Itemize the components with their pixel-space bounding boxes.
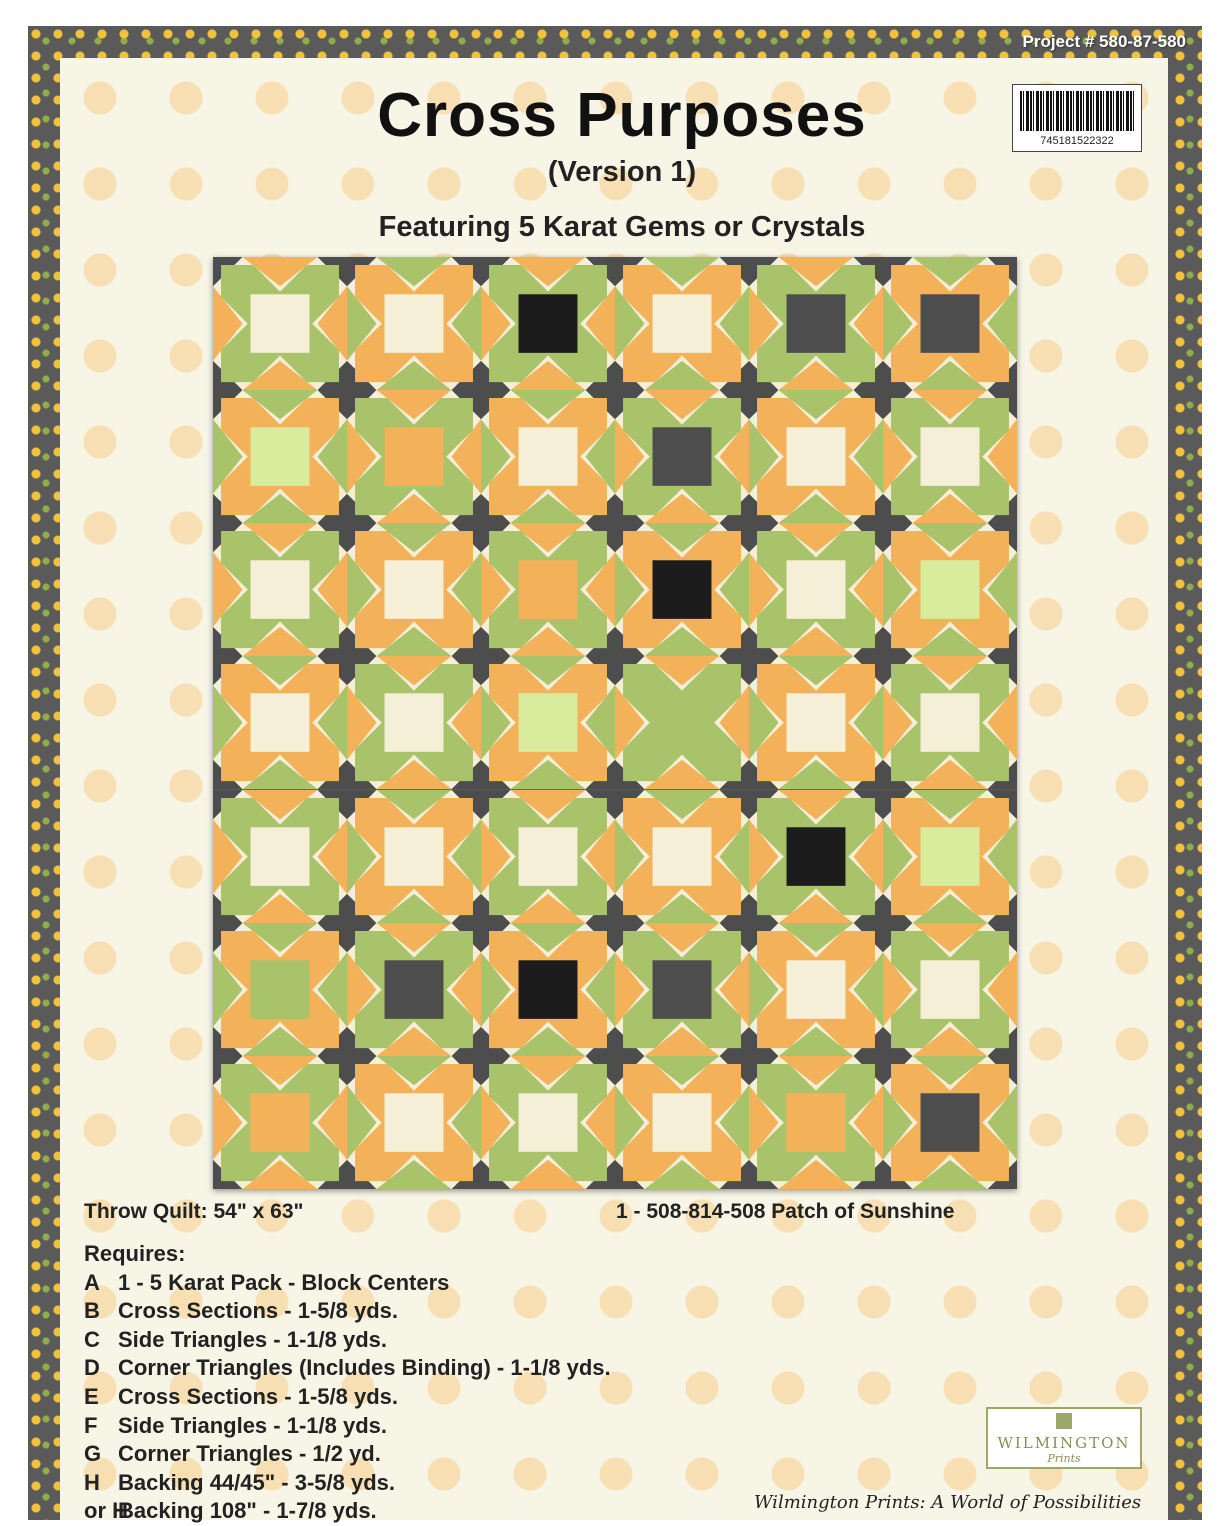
logo-name: WILMINGTON xyxy=(997,1434,1131,1452)
quilt-block xyxy=(213,1056,347,1189)
quilt-block xyxy=(347,1056,481,1189)
quilt-block xyxy=(213,257,347,390)
quilt-block xyxy=(213,656,347,789)
quilt-block xyxy=(615,923,749,1056)
quilt-block xyxy=(481,257,615,390)
quilt-block xyxy=(749,1056,883,1189)
quilt-block xyxy=(615,257,749,390)
quilt-block xyxy=(749,790,883,923)
project-number: Project # 580-87-580 xyxy=(1022,32,1186,51)
featuring-label: Featuring 5 Karat Gems or Crystals xyxy=(378,211,866,243)
quilt-block xyxy=(213,523,347,656)
quilt-block xyxy=(481,523,615,656)
quilt-block xyxy=(749,923,883,1056)
requirement-item: G Corner Triangles - 1/2 yd. xyxy=(84,1441,381,1467)
quilt-block xyxy=(749,523,883,656)
page-title: Cross Purposes xyxy=(377,81,867,150)
quilt-block xyxy=(883,656,1017,789)
quilt-block xyxy=(749,257,883,390)
requirement-item: C Side Triangles - 1-1/8 yds. xyxy=(84,1326,387,1352)
quilt-block xyxy=(615,390,749,523)
quilt-block xyxy=(883,923,1017,1056)
quilt-block xyxy=(481,1056,615,1189)
quilt-block xyxy=(749,390,883,523)
kit-number: 1 - 508-814-508 Patch of Sunshine xyxy=(616,1200,955,1223)
tagline: Wilmington Prints: A World of Possibilities xyxy=(754,1492,1142,1513)
quilt-block xyxy=(481,923,615,1056)
logo-sub: Prints xyxy=(1047,1452,1081,1465)
quilt-block xyxy=(213,390,347,523)
quilt-block xyxy=(615,523,749,656)
quilt-block xyxy=(883,1056,1017,1189)
quilt-block xyxy=(347,390,481,523)
quilt-block xyxy=(883,523,1017,656)
quilt-block xyxy=(213,790,347,923)
barcode-number: 745181522322 xyxy=(1040,135,1114,147)
quilt-block xyxy=(347,923,481,1056)
requirement-item: E Cross Sections - 1-5/8 yds. xyxy=(84,1383,398,1409)
quilt-block xyxy=(883,790,1017,923)
requirement-item: D Corner Triangles (Includes Binding) - 1-1/8 yds. xyxy=(84,1355,611,1381)
requirement-item: H Backing 44/45" - 3-5/8 yds. xyxy=(84,1469,396,1495)
quilt-block xyxy=(347,656,481,789)
requirement-item: or HBacking 108" - 1-7/8 yds. xyxy=(84,1498,377,1524)
quilt-block xyxy=(347,523,481,656)
version-label: (Version 1) xyxy=(547,156,697,188)
quilt-block xyxy=(615,656,749,789)
quilt-block xyxy=(749,656,883,789)
quilt-block xyxy=(615,790,749,923)
requirements-heading: Requires: xyxy=(84,1241,186,1266)
quilt-block xyxy=(347,257,481,390)
quilt-block xyxy=(481,656,615,789)
wilmington-logo xyxy=(986,1407,1142,1469)
quilt-block xyxy=(615,1056,749,1189)
requirements-list xyxy=(84,1240,611,1526)
quilt-image xyxy=(213,257,1017,1189)
requirement-item: A 1 - 5 Karat Pack - Block Centers xyxy=(84,1269,450,1295)
quilt-block xyxy=(481,390,615,523)
requirement-item: F Side Triangles - 1-1/8 yds. xyxy=(84,1412,387,1438)
logo-mark-icon xyxy=(1056,1413,1072,1429)
quilt-size: Throw Quilt: 54" x 63" xyxy=(84,1200,304,1223)
requirement-item: B Cross Sections - 1-5/8 yds. xyxy=(84,1298,398,1324)
quilt-block xyxy=(883,257,1017,390)
quilt-block xyxy=(347,790,481,923)
quilt-block xyxy=(213,923,347,1056)
quilt-block xyxy=(481,790,615,923)
quilt-block xyxy=(883,390,1017,523)
